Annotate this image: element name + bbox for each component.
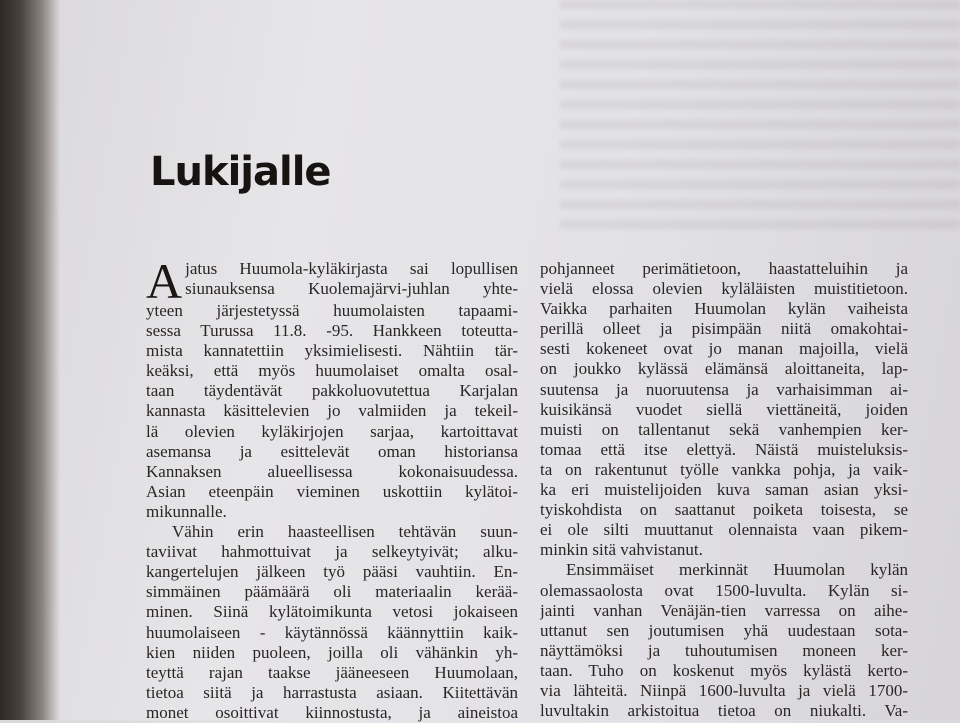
- text-line: on joukko kylässä elämänsä aloittaneita, lap-: [540, 359, 908, 379]
- text-line: Ensimmäiset merkinnät Huumolan kylän: [566, 560, 908, 580]
- text-line: ei ole silti muuttanut olennaista vaan pikem-: [540, 520, 908, 540]
- text-line: ta on rakentunut työlle vankka pohja, ja vaik-: [540, 459, 908, 479]
- text-line: tietoa siitä ja harrastusta asiaan. Kiitettävän: [146, 682, 518, 702]
- text-line: perillä olleet ja pisimpään niitä omakohtai-: [540, 319, 908, 339]
- drop-cap: A: [146, 259, 183, 301]
- text-line: minen. Siinä kylätoimikunta vetosi jokaiseen: [146, 602, 518, 622]
- text-line: kangertelujen jälkeen työ pääsi vauhtiin. En-: [146, 562, 518, 582]
- text-line: taviivat hahmottuivat ja selkeytyivät; alku-: [146, 542, 518, 562]
- text-line: mista kannatettiin yksimielisesti. Nähtiin tär-: [146, 341, 518, 361]
- text-line: huumolaiseen - käytännössä käännyttiin kaik-: [146, 622, 518, 642]
- text-line: mikunnalle.: [146, 501, 227, 521]
- text-line: pohjanneet perimätietoon, haastatteluihin ja: [540, 259, 908, 278]
- book-gutter-shadow: [0, 0, 60, 720]
- text-line: taan. Tuho on koskenut myös kylästä kerto-: [540, 660, 908, 680]
- text-line: tyiskohdista on saattanut poiketa toisesta, se: [540, 500, 908, 520]
- left-column: [146, 259, 518, 723]
- text-line: simmäinen päämäärä oli materiaalin kerää-: [146, 582, 518, 602]
- text-line: Kannaksen alueellisessa kokonaisuudessa.: [146, 461, 518, 481]
- text-line: muisti on tallentanut sekä vanhempien ker-: [540, 419, 908, 439]
- text-line: via lähteitä. Niinpä 1600-luvulta ja vielä 1700-: [540, 680, 908, 700]
- text-line: kien niiden puoleen, joilla oli vähänkin yh-: [146, 642, 518, 662]
- text-line: jatus Huumola-kyläkirjasta sai lopullisen: [185, 259, 518, 278]
- text-line: vielä elossa olevien kyläläisten muistitietoon.: [540, 279, 908, 299]
- text-line: näyttämöksi ja tuhoutumisen moneen ker-: [540, 640, 908, 660]
- show-through-text: [560, 0, 960, 240]
- text-line: taan täydentävät pakkoluovutettua Karjalan: [146, 381, 518, 401]
- text-line: uttanut sen joutumisen yhä uudestaan sota-: [540, 620, 908, 640]
- drop-cap-block: [146, 259, 518, 301]
- text-line: lä olevien kyläkirjojen sarjaa, kartoittavat: [146, 421, 518, 441]
- text-line: tomaa että itse elettyä. Näistä muisteluksis-: [540, 439, 908, 459]
- text-line: Vähin erin haasteellisen tehtävän suun-: [172, 522, 518, 542]
- right-column: [540, 259, 908, 721]
- text-line: kannasta käsittelevien jo valmiiden ja tekeil-: [146, 401, 518, 421]
- page-title: Lukijalle: [150, 148, 331, 195]
- text-line: Vaikka parhaiten Huumolan kylän vaiheista: [540, 299, 908, 319]
- text-line: asemansa ja esittelevät oman historiansa: [146, 441, 518, 461]
- text-line: teyttä rajan taakse jääneeseen Huumolaan,: [146, 662, 518, 682]
- text-line: sessa Turussa 11.8. -95. Hankkeen toteutta-: [146, 321, 518, 341]
- text-line: luvultakin arkistoitua tietoa on niukalti. Va-: [540, 701, 908, 721]
- text-line: minkin sitä vahvistanut.: [540, 540, 703, 560]
- text-line: ka eri muistelijoiden kuva saman asian yksi-: [540, 480, 908, 500]
- text-line: monet osoittivat kiinnostusta, ja aineistoa: [146, 702, 518, 722]
- text-line: jainti vanhan Venäjän-tien varressa on aihe-: [540, 600, 908, 620]
- text-line: olemassaolosta ovat 1500-luvulta. Kylän si-: [540, 580, 908, 600]
- text-line: keäksi, että myös huumolaiset omalta osal-: [146, 361, 518, 381]
- text-line: kuisikänsä vuodet siellä viettäneitä, joiden: [540, 399, 908, 419]
- text-line: yteen järjestetyssä huumolaisten tapaami-: [146, 301, 518, 320]
- text-line: Asian eteenpäin vieminen uskottiin kylätoi-: [146, 481, 518, 501]
- text-line: suutensa ja nuoruutensa ja varhaisimman ai-: [540, 379, 908, 399]
- text-line: siunauksensa Kuolemajärvi-juhlan yhte-: [185, 279, 518, 299]
- text-line: sesti kokeneet ovat jo manan majoilla, vielä: [540, 339, 908, 359]
